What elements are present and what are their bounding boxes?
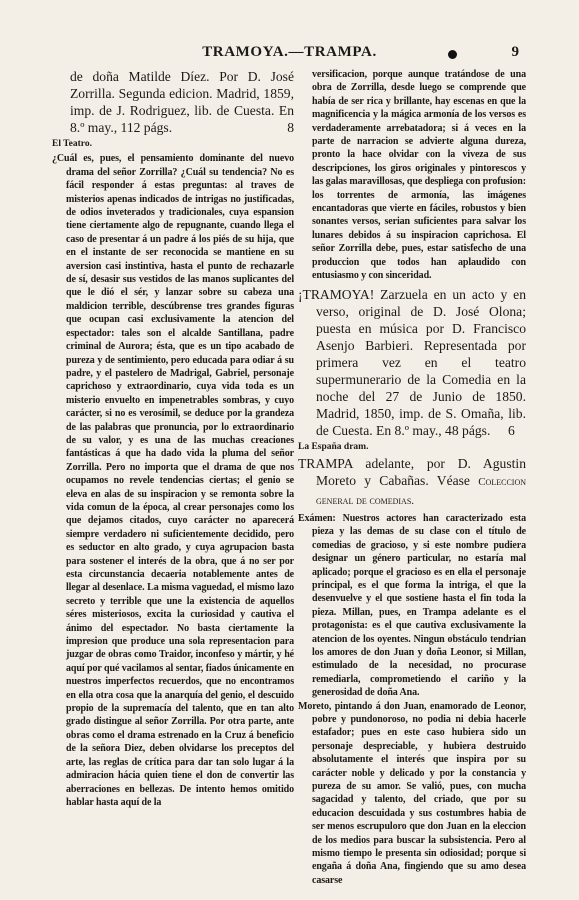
entry-text: de doña Matilde Díez. Por D. José Zorrilla. Segunda edicion. Madrid, 1859, imp. de J. Rodriguez, lib. de Cuesta. En 8.º may., 112 págs. (70, 69, 294, 135)
catalog-entry-continued (52, 68, 294, 136)
review-paragraph-continued: versificacion, porque aunque tratándose de una obra de Zorrilla, desde luego se comprende que había de ser rica y brillante, hay escenas en que la magnificencia y la mágica armonía de los versos es verdaderamente arrebatadora; si á veces en la parte de narracion se advierte alguna dureza, pronto la hace olvidar con la viveza de sus descripciones, los giros originales y pintorescos y las galas maravillosas, que despliega con profusion: los torrentes de armonía, las imágenes encantadoras que vierte en fáciles, robustos y bien sonantes versos, serian suficientes para salvar los lunares debidos á su inspiracion caprichosa. El señor Zorrilla debe, pues, estar satisfecho de una produccion que todos han aplaudido con entusiasmo y con sinceridad. (312, 69, 526, 282)
review-source: El Teatro. (52, 139, 92, 149)
review-moreto: Moreto, pintando á don Juan, enamorado de Leonor, pobre y pundonoroso, no podia ni debia hacerle estafador; pues en este caso hubiera sido un personaje despreciable, y hubiera destruido absolutamente el interés que inspira por su carácter noble y delicado y por la constancia y pureza de su amor. Se valió, pues, con mucha sagacidad y talento, del criado, que por su educacion descuidada y sus costumbres habia de ser menos escrupuloro que don Juan en la eleccion de los medios para buscar la subsistencia. Pero al mismo tiempo le presenta sin odiosidad; porque si engaña á doña Ana, fingiendo que su amo desea casarse (298, 700, 526, 886)
catalog-entry-tramoya: ¡TRAMOYA! Zarzuela en un acto y en verso, original de D. José Olona; puesta en música por D. Francisco Asenjo Barbieri. Representada por primera vez en el teatro supermunerario de la Comedia en la noche del 27 de Junio de 1850. Madrid, 1850, imp. de S. Omaña, lib. de Cuesta. En 8.º may., 48 págs. 6 (298, 286, 526, 438)
right-column (298, 68, 526, 887)
review-paragraph: ¿Cuál es, pues, el pensamiento dominante del nuevo drama del señor Zorrilla? ¿Cuál su tendencia? No es fácil responder á estas preguntas: al traves de misterios apenas indicados de intrigas no justificadas, de odios inveterados y tradicionales, cuya espansion tiene ciertamente algo de repugnante, cuando llega el caso de presentar á un padre á los piés de su hija, que en el instante de ser reconocida se mantiene en su aversion casi instintiva, hasta el punto de rechazarle de sí, desasir sus vestidos de las manos suplicantes del que le dió el sér, y lanzar sobre su cabeza una maldicion terrible, descúbrense tres grandes figuras que ocupan casi exclusivamente la atencion del espectador: tales son el alcalde Santillana, padre criminal de Aurora; ésta, que es un tipo acabado de pureza y de sentimiento, pero educada para odiar á su padre, y el pastelero de Madrigal, Gabriel, personaje caprichoso y extraordinario, cuya vida toda es un misterio envuelto en impenetrables sombras, y cuyo carácter, si no es verosímil, se deduce por la grandeza de las palabras que pronuncia, por lo extraordinario de su valor, y es una de las muchas creaciones fantásticas á que ha dado vida la pluma del señor Zorrilla. Pero no importa que el drama de que nos ocupamos no revele tendencias ciertas; el genio se eleva en alas de su inspiracion y se remonta sobre la vida comun de la época, al crear personajes como los que dejamos citados, cuyo carácter no aparecerá siempre verdadero ni suficientemente decidido, pero es seductor en alto grado, y cuya agrupacion basta para sostener el interés de la obra, que á no ser por esta circunstancia decaeria notablemente antes de llegar al desenlace. La misma vaguedad, el mismo lazo secreto y terrible que une la existencia de aquellos séres misteriosos, excita la curiosidad y cautiva el ánimo del espectador. No basta ciertamente la impresion que produce una sola representacion para juzgar de obras como Traidor, inconfeso y mártir, y hé aquí por qué vacilamos al sentar, fiados únicamente en nuestros imperfectos recuerdos, que no encontramos en ella otra cosa que la anarquía del genio, el descuido propio de la supremacía del talento, que en tan alto grado distingue al señor Zorrilla. Por otra parte, ante obras como el drama estrenado en la Cruz á beneficio de la señora Diez, deben olvidarse los preceptos del arte, las reglas de crítica para dar tan solo lugar á la admiracion hácia quien tiene el don de convertir las aberraciones en bellezas. De intento hemos omitido hablar hasta aquí de la (52, 153, 294, 808)
entry-text: TRAMPA adelante, por D. Agustin Moreto y Cabañas. Véase (298, 455, 526, 488)
cross-reference: Coleccion general de comedias. (316, 475, 526, 507)
review-source: La España dram. (298, 441, 369, 452)
page-number: 9 (511, 44, 519, 60)
page-header (0, 44, 579, 68)
entry-number: 8 (287, 120, 294, 135)
running-title: TRAMOYA.—TRAMPA. (202, 44, 377, 60)
left-column (52, 68, 294, 809)
catalog-entry-trampa (298, 455, 526, 510)
review-examen: Exámen: Nuestros actores han caracterizado esta pieza y las demas de su clase con el título de comedias de gracioso, y si este nombre pudiera designar un género particular, no estaría mal aplicado; porque el gracioso es en ella el personaje principal, es el que forma la intriga, el que la desenvuelve y el que sostiene hasta el fin toda la pieza. Millan, pues, en Trampa adelante es el protagonista: es el que cautiva exclusivamente la atencion de los oyentes. Ningun obstáculo tendrian los amores de don Juan y doña Leonor, si Millan, estimulado de la necesidad, no procurase remediarla, comprometiendo el cariño y la generosidad de doña Ana. (298, 512, 526, 699)
entry-text: ¡TRAMOYA! Zarzuela en un acto y en verso, original de D. José Olona; puesta en música por D. Francisco Asenjo Barbieri. Representada por primera vez en el teatro supermunerario de la Comedia en la noche del 27 de Junio de 1850. Madrid, 1850, imp. de S. Omaña, lib. de Cuesta. En 8.º may., 48 págs. (298, 286, 526, 438)
ink-blot (448, 50, 457, 59)
